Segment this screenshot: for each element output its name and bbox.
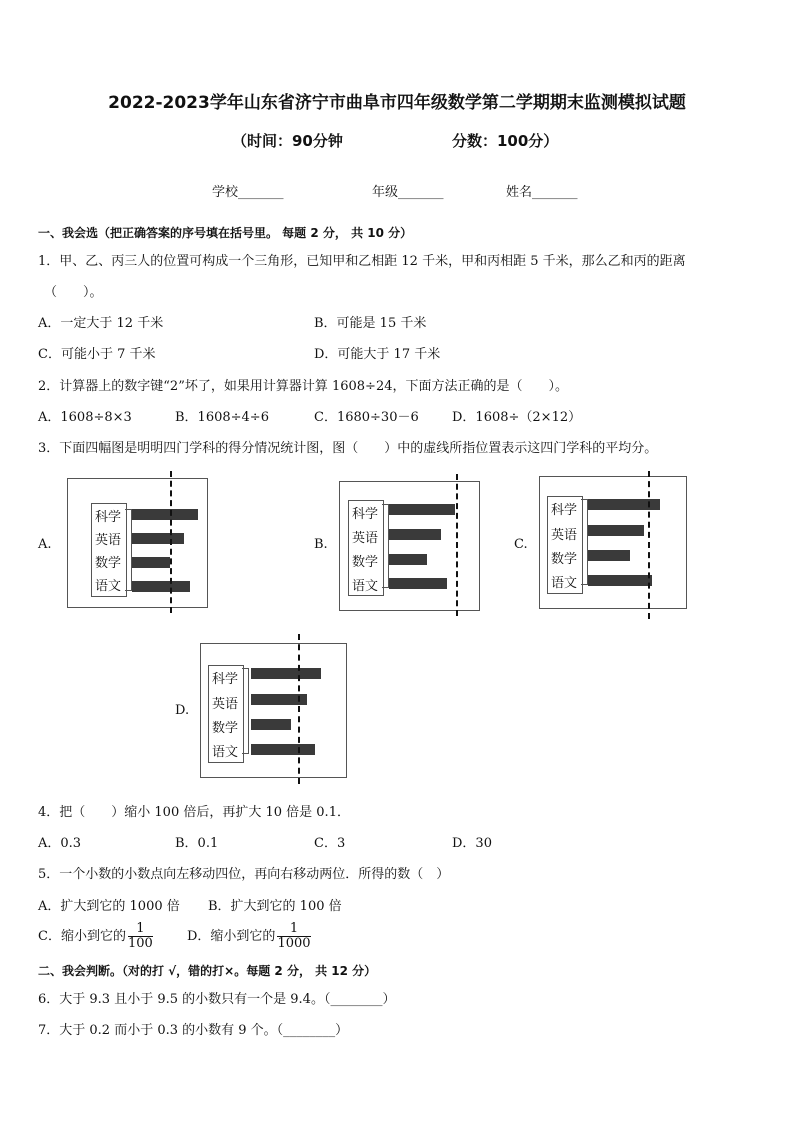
subject-science: 科学 [351, 507, 378, 522]
q2-option-a: A．1608÷8×3 [38, 410, 132, 425]
school-field: 学校_______ [212, 185, 284, 200]
exam-score: 分数：100分） [452, 132, 559, 150]
bar-chinese [132, 581, 190, 592]
q4-option-d: D．30 [452, 836, 492, 851]
fraction-1-1000: $\frac{1}{1000}$ [277, 921, 311, 951]
subject-english: 英语 [550, 528, 577, 543]
fraction-1-100: $\frac{1}{100}$ [127, 921, 153, 951]
subject-math: 数学 [550, 552, 577, 567]
q5-option-c [38, 922, 155, 951]
q5-option-a: A．扩大到它的 1000 倍 [38, 899, 180, 914]
q4-option-c: C．3 [314, 836, 346, 851]
subject-chinese: 语文 [550, 576, 577, 591]
section-1-heading: 一、我会选（把正确答案的序号填在括号里。 每题 2 分， 共 10 分） [38, 226, 413, 240]
bar-math [389, 554, 427, 565]
question-5: 5．一个小数的小数点向左移动四位，再向右移动两位．所得的数（ ） [38, 867, 450, 882]
q1-option-b: B．可能是 15 千米 [314, 316, 427, 331]
section-2-heading: 二、我会判断。（对的打 √，错的打×。每题 2 分， 共 12 分） [38, 964, 377, 978]
subject-math: 数学 [351, 555, 378, 570]
q3-chart-a [67, 478, 208, 608]
question-7: 7．大于 0.2 而小于 0.3 的小数有 9 个。（________） [38, 1023, 349, 1038]
name-field: 姓名_______ [506, 185, 578, 200]
q5-option-b: B．扩大到它的 100 倍 [208, 899, 342, 914]
subject-science: 科学 [211, 672, 238, 687]
q3-option-a-label: A. [38, 537, 52, 552]
bar-chinese [389, 578, 447, 589]
subject-math: 数学 [94, 556, 121, 571]
subject-chinese: 语文 [351, 579, 378, 594]
subject-english: 英语 [351, 531, 378, 546]
average-line [648, 471, 650, 619]
q1-option-a: A．一定大于 12 千米 [38, 316, 164, 331]
bar-math [132, 557, 170, 568]
q3-option-c-label: C. [514, 537, 528, 552]
q1-option-c: C．可能小于 7 千米 [38, 347, 156, 362]
q5-option-c-prefix: C．缩小到它的 [38, 929, 126, 944]
bar-english [588, 525, 644, 536]
bar-math [251, 719, 291, 730]
question-3: 3．下面四幅图是明明四门学科的得分情况统计图，图（ ）中的虚线所指位置表示这四门学科的平均分。 [38, 441, 658, 456]
subject-math: 数学 [211, 721, 238, 736]
bar-english [132, 533, 184, 544]
q4-option-b: B．0.1 [175, 836, 219, 851]
q2-option-b: B．1608÷4÷6 [175, 410, 269, 425]
subject-chinese: 语文 [211, 745, 238, 760]
bar-chinese [251, 744, 315, 755]
subject-english: 英语 [94, 533, 121, 548]
bar-science [389, 504, 455, 515]
q1-option-d: D．可能大于 17 千米 [314, 347, 441, 362]
question-1-blank: （ ）。 [44, 285, 103, 300]
question-4: 4．把（ ）缩小 100 倍后，再扩大 10 倍是 0.1． [38, 805, 350, 820]
bar-science [132, 509, 198, 520]
q3-chart-b [339, 481, 480, 611]
grade-field: 年级_______ [372, 185, 444, 200]
subject-science: 科学 [94, 510, 121, 525]
average-line [456, 474, 458, 616]
bar-science [251, 668, 321, 679]
exam-time: （时间：90分钟 [232, 132, 343, 150]
subject-science: 科学 [550, 503, 577, 518]
question-1: 1．甲、乙、丙三人的位置可构成一个三角形，已知甲和乙相距 12 千米，甲和丙相距 5 千米，那么乙和丙的距离 [38, 254, 686, 269]
question-6: 6．大于 9.3 且小于 9.5 的小数只有一个是 9.4。（________） [38, 992, 396, 1007]
average-line [298, 634, 300, 784]
subject-english: 英语 [211, 697, 238, 712]
q5-option-d [187, 922, 313, 951]
bar-math [588, 550, 630, 561]
q3-option-d-label: D. [175, 703, 190, 718]
q4-option-a: A．0.3 [38, 836, 82, 851]
subject-chinese: 语文 [94, 579, 121, 594]
average-line [170, 471, 172, 613]
q2-option-d: D．1608÷（2×12） [452, 410, 582, 425]
q3-chart-c [539, 476, 687, 609]
bar-chinese [588, 575, 652, 586]
q3-option-b-label: B. [314, 537, 328, 552]
q2-option-c: C．1680÷30－6 [314, 410, 419, 425]
page-title: 2022-2023学年山东省济宁市曲阜市四年级数学第二学期期末监测模拟试题 [108, 93, 686, 113]
q3-chart-d [200, 643, 347, 778]
q5-option-d-prefix: D．缩小到它的 [187, 929, 276, 944]
question-2: 2．计算器上的数字键“2”坏了，如果用计算器计算 1608÷24，下面方法正确的是（ ）。 [38, 379, 568, 394]
bar-english [389, 529, 441, 540]
